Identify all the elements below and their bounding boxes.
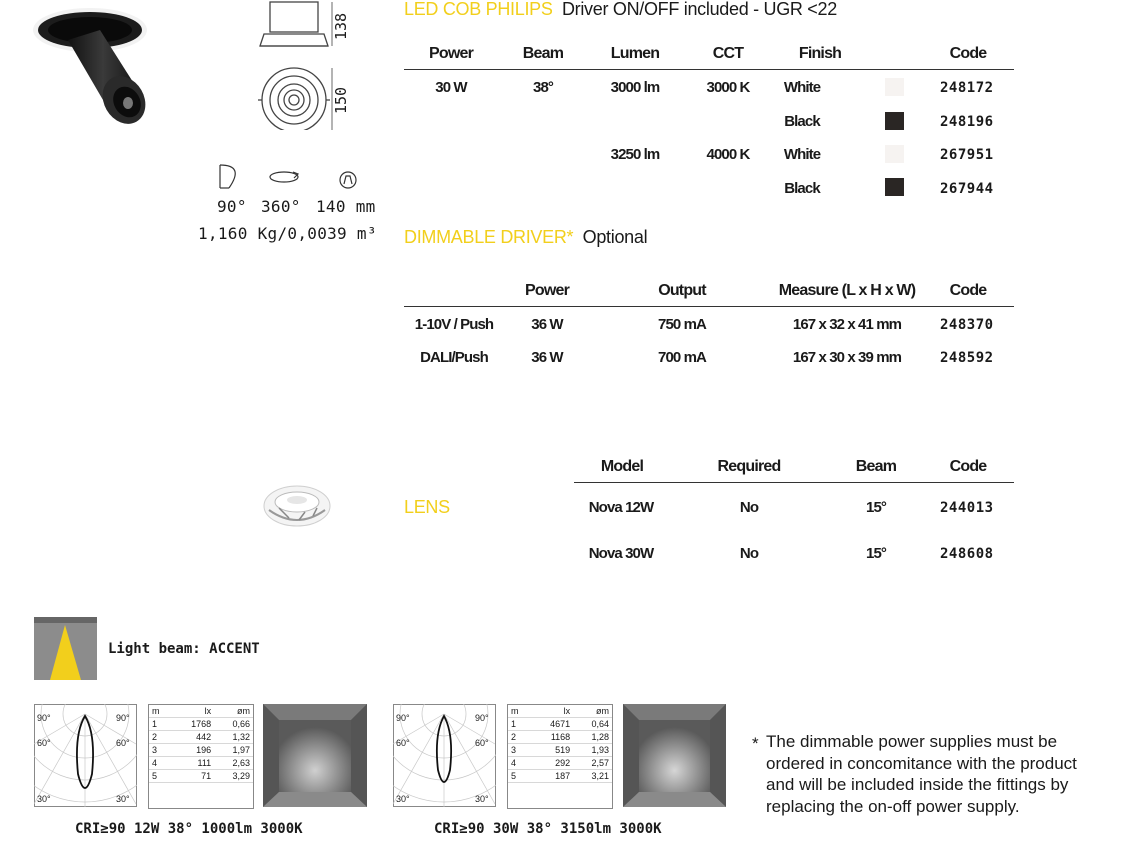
light-beam-icon <box>34 617 97 680</box>
spec-icons <box>215 160 385 194</box>
light-render <box>623 704 726 807</box>
driver-row2-code: 248592 <box>940 350 994 366</box>
driver-header-code: Code <box>949 282 987 299</box>
table-cell: 1,97 <box>214 744 253 757</box>
lens-header-beam: Beam <box>855 458 897 475</box>
table-cell: 2,57 <box>573 757 612 770</box>
lens-header-model: Model <box>600 458 644 475</box>
table-cell: 196 <box>171 744 214 757</box>
polar-label-30-left: 30° <box>396 794 410 804</box>
led-row4-finish: Black <box>784 180 820 197</box>
polar-label-30-right: 30° <box>475 794 489 804</box>
product-image <box>30 0 160 210</box>
cutout-value: 140 mm <box>316 197 376 216</box>
cutout-icon <box>340 172 356 188</box>
table-cell: 3,29 <box>214 770 253 783</box>
lens-row2-beam: 15° <box>866 545 886 562</box>
driver-subtitle: Optional <box>582 227 648 247</box>
table-cell: 3 <box>508 744 530 757</box>
led-row2-code: 248196 <box>940 114 994 130</box>
photometry-table <box>148 704 254 809</box>
table-cell: 4 <box>508 757 530 770</box>
led-row1-cct: 3000 K <box>706 79 750 96</box>
led-row3-cct: 4000 K <box>706 146 750 163</box>
led-title: LED COB PHILIPS <box>404 0 553 19</box>
lens-row2-code: 248608 <box>940 546 994 562</box>
led-row3-finish: White <box>783 146 821 163</box>
table-header: lx <box>530 705 573 718</box>
polar-label-60-right: 60° <box>475 738 489 748</box>
lens-row1-required: No <box>739 499 759 516</box>
table-cell: 2 <box>508 731 530 744</box>
lens-row1-beam: 15° <box>866 499 886 516</box>
polar-label-60-right: 60° <box>116 738 130 748</box>
led-section-title <box>404 0 837 20</box>
table-cell: 442 <box>171 731 214 744</box>
table-header: øm <box>214 705 253 718</box>
lens-row2-required: No <box>739 545 759 562</box>
finish-swatch-white <box>885 145 904 163</box>
led-row4-code: 267944 <box>940 181 994 197</box>
table-cell: 187 <box>530 770 573 783</box>
table-cell: 1 <box>149 718 171 731</box>
light-render <box>263 704 367 807</box>
table-cell: 3 <box>149 744 171 757</box>
rotation-value: 360° <box>261 197 301 216</box>
driver-row1-power: 36 W <box>531 316 563 333</box>
table-cell: 2 <box>149 731 171 744</box>
driver-row1-type: 1-10V / Push <box>414 316 494 333</box>
polar-label-90-right: 90° <box>475 713 489 723</box>
height-dimension: 138 <box>332 12 350 40</box>
driver-title: DIMMABLE DRIVER* <box>404 227 574 247</box>
photometry-caption: CRI≥90 12W 38° 1000lm 3000K <box>75 821 303 837</box>
driver-row2-type: DALI/Push <box>420 349 488 366</box>
rotation-icon <box>270 172 298 182</box>
polar-label-90-right: 90° <box>116 713 130 723</box>
table-cell: 1,93 <box>573 744 612 757</box>
lens-row2-model: Nova 30W <box>588 545 654 562</box>
table-cell: 5 <box>508 770 530 783</box>
finish-swatch-black <box>885 178 904 196</box>
weight-volume: 1,160 Kg/0,0039 m³ <box>198 224 377 243</box>
lens-row1-model: Nova 12W <box>588 499 654 516</box>
driver-row2-output: 700 mA <box>658 349 706 366</box>
led-row1-finish: White <box>783 79 821 96</box>
table-header: øm <box>573 705 612 718</box>
lens-image <box>255 478 340 538</box>
led-header-finish: Finish <box>798 45 842 62</box>
table-cell: 2,63 <box>214 757 253 770</box>
footnote-star: * <box>752 734 759 753</box>
table-cell: 4 <box>149 757 171 770</box>
driver-row1-measure: 167 x 32 x 41 mm <box>792 316 902 333</box>
table-cell: 1 <box>508 718 530 731</box>
lens-row1-code: 244013 <box>940 500 994 516</box>
led-header-code: Code <box>949 45 987 62</box>
driver-row1-code: 248370 <box>940 317 994 333</box>
led-row3-code: 267951 <box>940 147 994 163</box>
diameter-dimension: 150 <box>332 86 350 114</box>
table-cell: 4671 <box>530 718 573 731</box>
led-row1-beam: 38° <box>533 79 553 96</box>
lens-header-code: Code <box>949 458 987 475</box>
driver-header-output: Output <box>658 282 706 299</box>
driver-header-rule <box>404 306 1014 307</box>
lens-title: LENS <box>404 497 450 517</box>
led-subtitle: Driver ON/OFF included - UGR <22 <box>561 0 837 19</box>
finish-swatch-black <box>885 112 904 130</box>
driver-row2-power: 36 W <box>531 349 563 366</box>
led-row1-code: 248172 <box>940 80 994 96</box>
led-row1-power: 30 W <box>435 79 467 96</box>
table-cell: 519 <box>530 744 573 757</box>
led-header-cct: CCT <box>712 45 744 62</box>
table-header: m <box>149 705 171 718</box>
footnote-text: The dimmable power supplies must be ordered in concomitance with the product and will be included inside the fittings by replacing the on-off power supply. <box>766 732 1077 816</box>
table-cell: 5 <box>149 770 171 783</box>
table-header: lx <box>171 705 214 718</box>
driver-header-measure: Measure (L x H x W) <box>778 282 916 299</box>
light-beam-label: Light beam: ACCENT <box>108 641 260 657</box>
led-row3-lumen: 3250 lm <box>610 146 660 163</box>
finish-swatch-white <box>885 78 904 96</box>
photometry-caption: CRI≥90 30W 38° 3150lm 3000K <box>434 821 662 837</box>
table-cell: 111 <box>171 757 214 770</box>
driver-section-title <box>404 227 647 248</box>
table-header: m <box>508 705 530 718</box>
led-header-power: Power <box>428 45 474 62</box>
table-cell: 292 <box>530 757 573 770</box>
table-cell: 3,21 <box>573 770 612 783</box>
polar-label-90-left: 90° <box>37 713 51 723</box>
table-cell: 0,64 <box>573 718 612 731</box>
polar-label-60-left: 60° <box>37 738 51 748</box>
polar-label-30-left: 30° <box>37 794 51 804</box>
photometry-table <box>507 704 613 809</box>
led-header-beam: Beam <box>522 45 564 62</box>
lens-header-rule <box>574 482 1014 483</box>
tilt-value: 90° <box>217 197 247 216</box>
polar-label-30-right: 30° <box>116 794 130 804</box>
driver-header-power: Power <box>524 282 570 299</box>
table-cell: 1768 <box>171 718 214 731</box>
polar-label-90-left: 90° <box>396 713 410 723</box>
driver-row2-measure: 167 x 30 x 39 mm <box>792 349 902 366</box>
led-header-lumen: Lumen <box>610 45 660 62</box>
table-cell: 0,66 <box>214 718 253 731</box>
table-cell: 1168 <box>530 731 573 744</box>
led-row1-lumen: 3000 lm <box>610 79 660 96</box>
led-header-rule <box>404 69 1014 70</box>
driver-row1-output: 750 mA <box>658 316 706 333</box>
led-row2-finish: Black <box>784 113 820 130</box>
lens-header-required: Required <box>717 458 781 475</box>
table-cell: 1,32 <box>214 731 253 744</box>
tilt-icon <box>220 165 235 188</box>
table-cell: 1,28 <box>573 731 612 744</box>
table-cell: 71 <box>171 770 214 783</box>
polar-label-60-left: 60° <box>396 738 410 748</box>
